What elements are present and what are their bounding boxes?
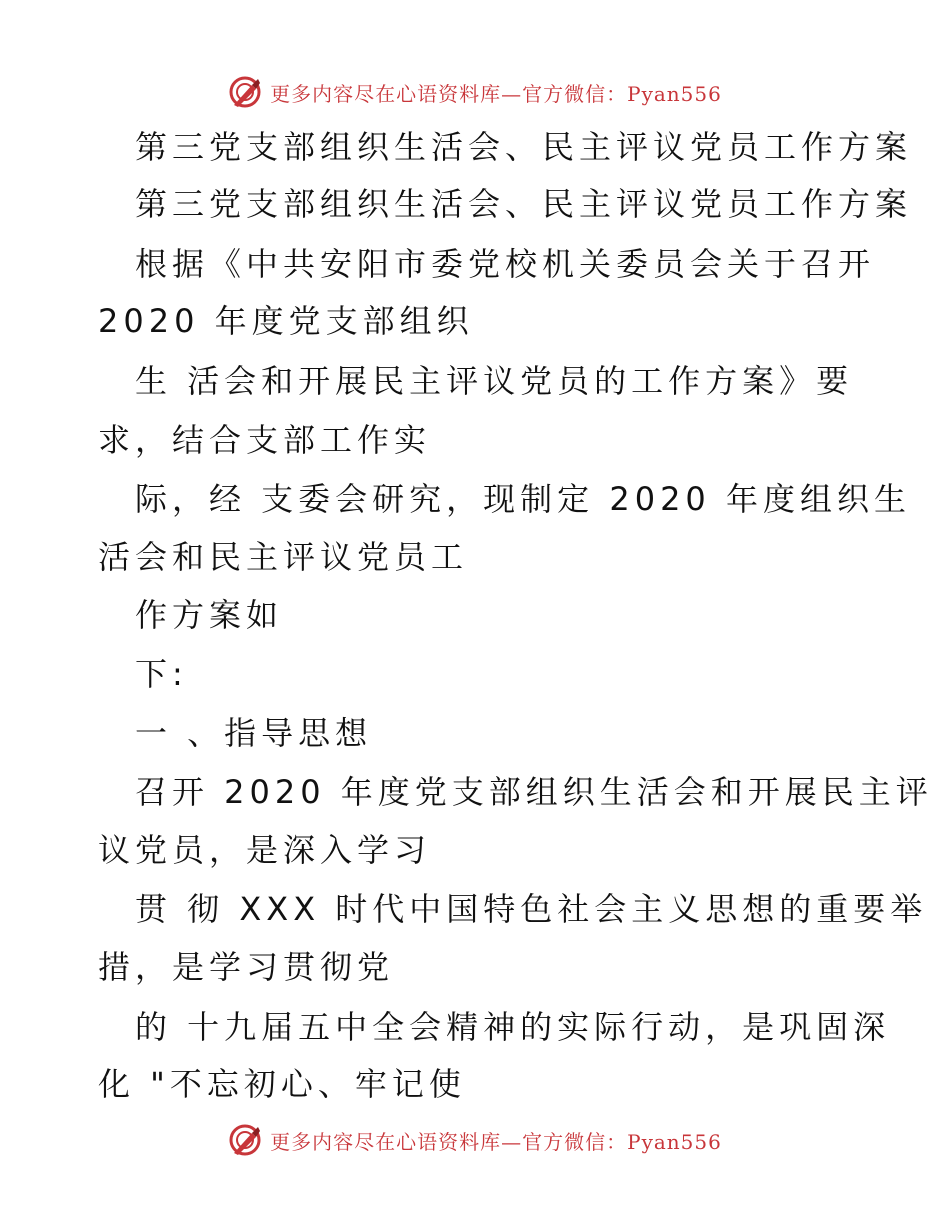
document-title: 第三党支部组织生活会、民主评议党员工作方案 [135, 128, 913, 166]
watermark-text: 更多内容尽在心语资料库—官方微信：Pyan556 [270, 81, 722, 106]
text-line: 第三党支部组织生活会、民主评议党员工作方案 [135, 185, 913, 223]
text-line: 2020 年度党支部组织 [98, 302, 474, 340]
text-line: 措，是学习贯彻党 [98, 948, 395, 986]
text-line: 贯 彻 XXX 时代中国特色社会主义思想的重要举 [135, 890, 928, 928]
text-line: 化 "不忘初心、牢记使 [98, 1065, 466, 1103]
text-line: 议党员，是深入学习 [98, 831, 432, 869]
text-line: 际，经 支委会研究，现制定 2020 年度组织生 [135, 480, 911, 518]
watermark-text: 更多内容尽在心语资料库—官方微信：Pyan556 [270, 1129, 722, 1154]
text-line: 的 十九届五中全会精神的实际行动，是巩固深 [135, 1008, 891, 1046]
text-line: 生 活会和开展民主评议党员的工作方案》要 [135, 362, 854, 400]
text-line: 召开 2020 年度党支部组织生活会和开展民主评 [135, 773, 933, 811]
text-line: 根据《中共安阳市委党校机关委员会关于召开 [135, 245, 876, 283]
text-line: 下: [135, 655, 188, 693]
pen-logo-icon [228, 1123, 262, 1157]
footer-watermark [0, 1120, 950, 1160]
section-heading: 一 、指导思想 [135, 714, 373, 752]
text-line: 求，结合支部工作实 [98, 421, 432, 459]
text-line: 活会和民主评议党员工 [98, 538, 469, 576]
text-line: 作方案如 [135, 596, 284, 634]
